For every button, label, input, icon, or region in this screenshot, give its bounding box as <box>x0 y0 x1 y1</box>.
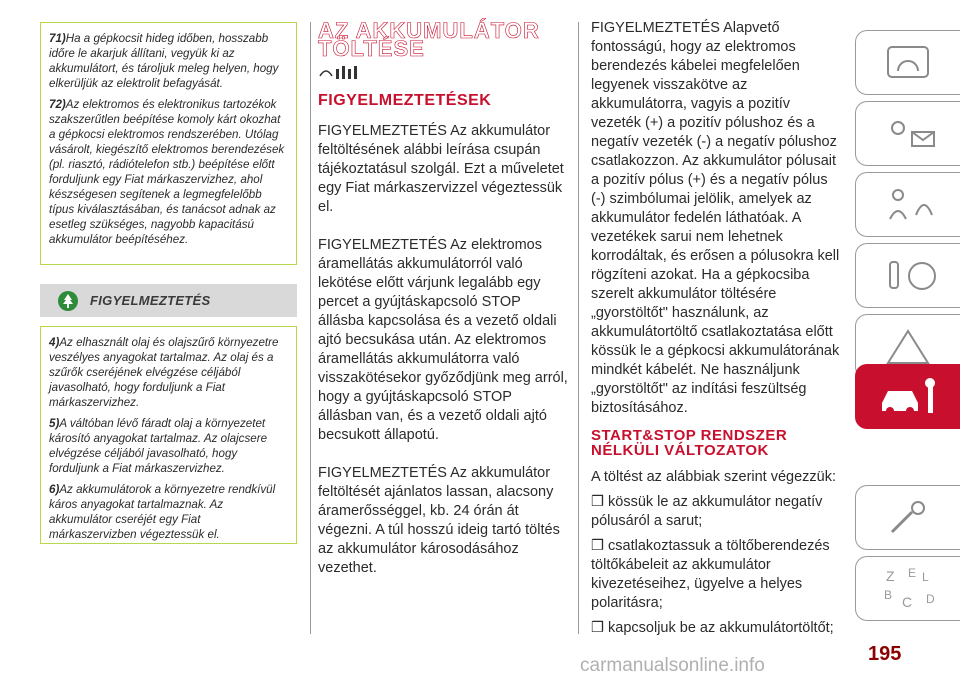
warning-header <box>40 284 297 317</box>
env-notes-column <box>40 326 297 544</box>
charging-intro: A töltést az alábbiak szerint végezzük: <box>591 469 837 485</box>
right-paragraph: FIGYELMEZTETÉS Alapvető fontosságú, hogy az elektromos berendezés kábelei megfelelően legyenek visszakötve az akkumulátorra, vagyis a pozitív vezeték (+) a pozitív pólushoz és a negatív vezeték (-) a negatív pólushoz csatlakozzon. Az akkumulátor pólusait a pozitív pólus (+) és a negatív pólus (-) szimbólumai jelölik, amelyek az akkumulátor fedelén láthatóak. A vezetékek sarui nem lehetnek korrodáltak, és erősen a pólusokra kell rögzíteni azokat. Ha a gépkocsiba szerelt akkumulátor töltésére „gyorstöltőt" használunk, az akkumulátortöltő csatlakoztatása előtt kössük le a gépkocsi akkumulátorának mindkét kábelét. Ne használjunk „gyorstöltőt" az indítási feszültség biztosításához. <box>591 20 840 416</box>
left-column <box>40 22 297 265</box>
rail-safety[interactable] <box>855 172 960 237</box>
right-column <box>591 19 843 644</box>
chapter-title-line2: TÖLTÉSE <box>318 36 425 61</box>
car-wrench-icon <box>878 375 948 419</box>
svg-text:C: C <box>902 594 913 610</box>
watermark: carmanualsonline.info <box>580 655 765 676</box>
svg-text:Z: Z <box>886 568 895 584</box>
dashboard-icon <box>884 43 944 83</box>
warning-label: FIGYELMEZTETÉS <box>90 293 211 308</box>
checklist-item-3: ❒ kapcsoljuk be az akkumulátortöltőt; <box>591 620 834 636</box>
alphabet-index-icon <box>882 563 952 613</box>
rail-technical-data[interactable] <box>855 485 960 550</box>
safety-icon <box>884 185 944 225</box>
column-divider-2 <box>578 22 579 634</box>
notes-box <box>40 22 297 265</box>
note-72: 72)Az elektromos és elektronikus tartozékok szakszerűtlen beépítése komoly kárt okozhat a gépkocsi elektromos rendszerében. Utólag vásárolt, kiegészítő elektromos berendezések (pl. riasztó, rádiótelefon stb.) beépítése előtt forduljunk egy Fiat márkaszervizhez, ahol készségesen segítenek a legmegfelelőbb típus kiválasztásában, és tanácsot adnak az esetleg szükséges, nagyobb kapacitású akkumulátor beépítéséhez. <box>49 98 285 246</box>
checklist-item-1: ❒ kössük le az akkumulátor negatív pólusáról a sarut; <box>591 494 823 529</box>
chapter-title-line1: AZ AKKUMULÁTOR <box>318 18 540 43</box>
middle-column <box>318 18 568 597</box>
warning-lights-icon <box>884 114 944 154</box>
environment-tree-icon <box>58 291 78 311</box>
charging-icons <box>318 64 568 84</box>
steering-wheel-icon <box>884 256 944 296</box>
env-notes-box <box>40 326 297 544</box>
tools-icon <box>884 498 944 538</box>
rail-dashboard[interactable] <box>855 30 960 95</box>
chapter-title <box>318 18 568 61</box>
page-number: 195 <box>868 643 902 665</box>
middle-paragraph-2: FIGYELMEZTETÉS Az elektromos áramellátás akkumulátorról való lekötése előtt várjunk legalább egy percet a gyújtáskapcsoló STOP állásba kapcsolása és a vezető oldali ajtó becsukása után. Az elektromos áramellátás akkumulátorra való visszakötésekor győződjünk meg arról, hogy a gyújtáskapcsoló STOP állásban van, és a vezető oldali ajtó becsukott állapotú. <box>318 237 568 443</box>
svg-text:E: E <box>908 566 917 580</box>
middle-paragraph-3: FIGYELMEZTETÉS Az akkumulátor feltöltését ajánlatos lassan, alacsony áramerősséggel, kb. 24 órán át végezni. A túl hosszú ideig tartó töltés az akkumulátor károsodásához vezethet. <box>318 465 560 576</box>
column-divider-1 <box>310 22 311 634</box>
rail-starting-driving[interactable] <box>855 243 960 308</box>
warnings-section-title: FIGYELMEZTETÉSEK <box>318 92 492 109</box>
env-note-5: 5)A váltóban lévő fáradt olaj a környezetet károsító anyagokat tartalmaz. Az olajcsere elvégzése céljából javasolható, hogy forduljunk a Fiat márkaszervizhez. <box>49 417 268 475</box>
env-note-6: 6)Az akkumulátorok a környezetre rendkívül káros anyagokat tartalmaznak. Az akkumulátor cseréjét egy Fiat márkaszervizben végeztessük el. <box>49 483 276 541</box>
rail-index[interactable] <box>855 556 960 621</box>
env-note-4: 4)Az elhasznált olaj és olajszűrő környezetre veszélyes anyagokat tartalmaz. Az olaj és a szűrők cseréjének elvégzése céljából javasolható, hogy forduljunk a Fiat márkaszervizhez. <box>49 336 279 409</box>
emergency-triangle-icon <box>884 327 944 367</box>
middle-paragraph-1: FIGYELMEZTETÉS Az akkumulátor feltöltésének alábbi leírása csupán tájékoztatásul szolgál. Ezt a műveletet egy Fiat márkaszervizzel végeztessük el. <box>318 123 564 215</box>
svg-text:B: B <box>884 588 893 602</box>
svg-text:L: L <box>922 570 929 584</box>
checklist-item-2: ❒ csatlakoztassuk a töltőberendezés töltőkábeleit az akkumulátor kivezetéseihez, ügyelve a helyes polaritásra; <box>591 538 830 611</box>
start-stop-section-title: START&STOP RENDSZER NÉLKÜLI VÁLTOZATOK <box>591 427 788 459</box>
note-71: 71)Ha a gépkocsit hideg időben, hosszabb időre le akarjuk állítani, vegyük ki az akkumulátort, és tároljuk meleg helyen, hogy elkerüljük az elektrolit befagyását. <box>49 32 279 90</box>
rail-maintenance[interactable] <box>855 364 960 429</box>
svg-text:D: D <box>926 592 935 606</box>
rail-lights-messages[interactable] <box>855 101 960 166</box>
